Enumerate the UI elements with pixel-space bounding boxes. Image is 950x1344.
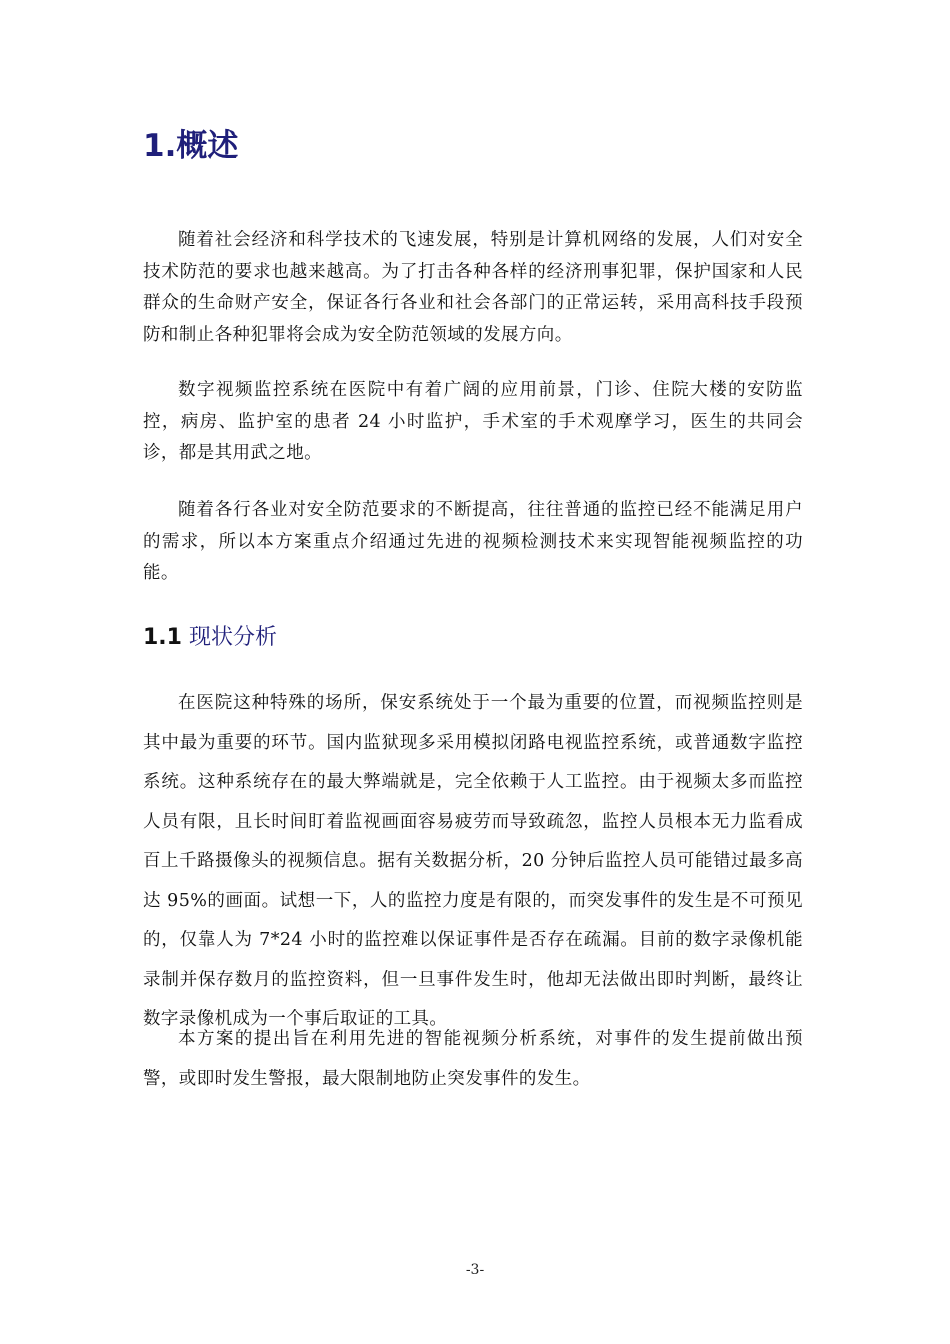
intro-paragraph-1: 随着社会经济和科学技术的飞速发展，特别是计算机网络的发展，人们对安全技术防范的要求也越来越高。为了打击各种各样的经济刑事犯罪，保护国家和人民群众的生命财产安全，保证各行各业和社会各部门的正常运转，采用高科技手段预防和制止各种犯罪将会成为安全防范领域的发展方向。 [143, 230, 803, 345]
section-paragraph-2: 本方案的提出旨在利用先进的智能视频分析系统，对事件的发生提前做出预警，或即时发生警报，最大限制地防止突发事件的发生。 [143, 1029, 803, 1089]
page-title: 1.概述 [143, 128, 239, 164]
intro-paragraph-3: 随着各行各业对安全防范要求的不断提高，往往普通的监控已经不能满足用户的需求，所以本方案重点介绍通过先进的视频检测技术来实现智能视频监控的功能。 [143, 500, 803, 583]
section-title: 现状分析 [188, 625, 277, 650]
section-paragraph-1: 在医院这种特殊的场所，保安系统处于一个最为重要的位置，而视频监控则是其中最为重要的环节。国内监狱现多采用模拟闭路电视监控系统，或普通数字监控系统。这种系统存在的最大弊端就是，完全依赖于人工监控。由于视频太多而监控人员有限，且长时间盯着监视画面容易疲劳而导致疏忽，监控人员根本无力监看成百上千路摄像头的视频信息。据有关数据分析，20 分钟后监控人员可能错过最多高达 95%的画面。试想一下，人的监控力度是有限的，而突发事件的发生是不可预见的，仅靠人为 7*24 小时的监控难以保证事件是否存在疏漏。目前的数字录像机能录制并保存数月的监控资料，但一旦事件发生时，他却无法做出即时判断，最终让数字录像机成为一个事后取证的工具。 [143, 693, 803, 1029]
intro-paragraph-2: 数字视频监控系统在医院中有着广阔的应用前景，门诊、住院大楼的安防监控，病房、监护室的患者 24 小时监护，手术室的手术观摩学习，医生的共同会诊，都是其用武之地。 [143, 380, 803, 463]
page-number: -3- [465, 1262, 485, 1278]
section-number: 1.1 [143, 625, 182, 650]
section-heading [143, 618, 277, 658]
